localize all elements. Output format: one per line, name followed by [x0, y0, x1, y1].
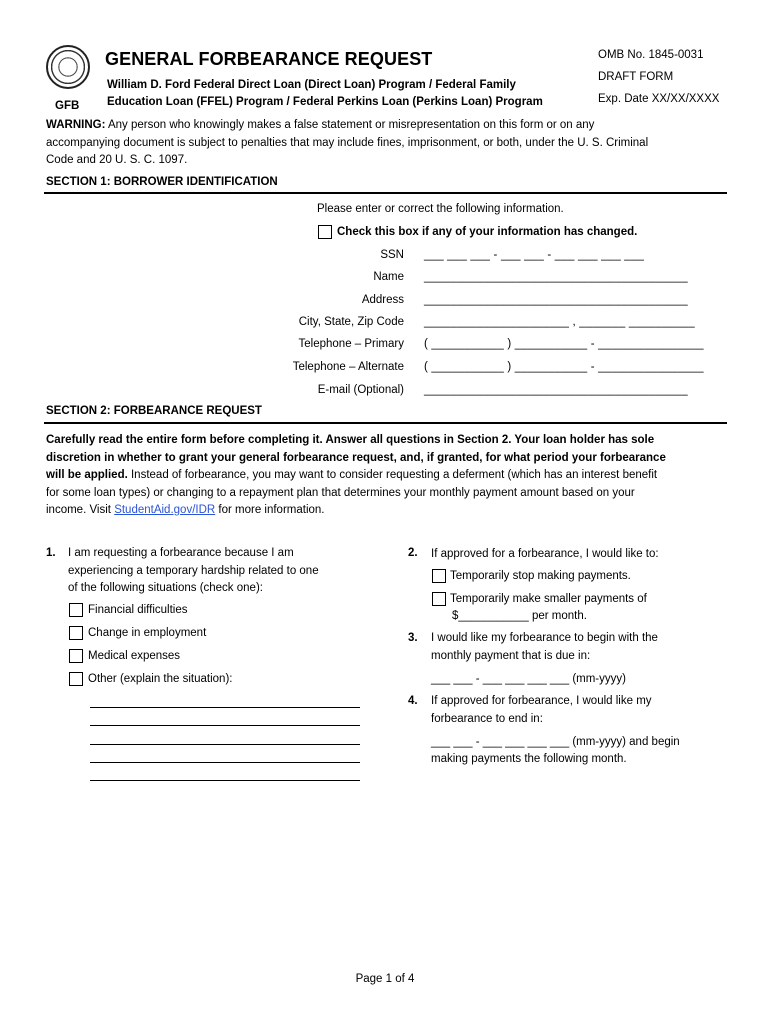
- name-label: Name: [373, 271, 404, 283]
- stop-payments-label: Temporarily stop making payments.: [450, 570, 631, 582]
- financial-difficulties-checkbox[interactable]: [69, 603, 83, 617]
- form-title: GENERAL FORBEARANCE REQUEST: [105, 49, 433, 69]
- info-changed-checkbox[interactable]: [318, 225, 332, 239]
- ssn-field[interactable]: ___ ___ ___ - ___ ___ - ___ ___ ___ ___: [424, 249, 645, 261]
- section1-heading: SECTION 1: BORROWER IDENTIFICATION: [46, 176, 278, 188]
- telephone-alternate-label: Telephone – Alternate: [292, 361, 404, 373]
- smaller-payment-amount-field[interactable]: $___________ per month.: [452, 610, 587, 622]
- telephone-alternate-field[interactable]: ( ___________ ) ___________ - ________________: [424, 361, 704, 373]
- warning-line1: Any person who knowingly makes a false statement or misrepresentation on this form or on any: [105, 119, 595, 131]
- explanation-line[interactable]: [90, 707, 360, 708]
- warning-line2: accompanying document is subject to penalties that may include fines, imprisonment, or both, under the U. S. Criminal: [46, 136, 649, 149]
- q4-line1: If approved for forbearance, I would like my: [431, 695, 652, 707]
- q2-number: 2.: [408, 547, 418, 559]
- form-subtitle-line1: William D. Ford Federal Direct Loan (Direct Loan) Program / Federal Family: [107, 79, 516, 91]
- address-label: Address: [361, 294, 404, 306]
- stop-payments-checkbox[interactable]: [432, 569, 446, 583]
- explanation-line[interactable]: [90, 725, 360, 726]
- smaller-payments-label: Temporarily make smaller payments of: [450, 593, 647, 605]
- q3-line2: monthly payment that is due in:: [431, 649, 591, 662]
- q4-line4: making payments the following month.: [431, 753, 627, 765]
- intro-line1: Carefully read the entire form before completing it. Answer all questions in Section 2. Your loan holder has sole: [46, 434, 655, 446]
- q3-text: [431, 630, 658, 665]
- page-number: Page 1 of 4: [355, 973, 415, 985]
- smaller-payments-checkbox[interactable]: [432, 592, 446, 606]
- warning-line3: Code and 20 U. S. C. 1097.: [46, 154, 188, 166]
- q1-line1: I am requesting a forbearance because I am: [68, 547, 294, 559]
- info-changed-label: Check this box if any of your information has changed.: [337, 226, 638, 238]
- medical-expenses-label: Medical expenses: [88, 650, 181, 662]
- intro-line5-end: for more information.: [215, 504, 325, 516]
- email-label: E-mail (Optional): [317, 384, 404, 396]
- intro-line4: for some loan types) or changing to a repayment plan that determines your monthly payment amount based on your: [46, 486, 635, 499]
- section2-intro: [46, 432, 726, 520]
- warning-label: WARNING:: [46, 119, 106, 131]
- intro-line2: discretion in whether to grant your general forbearance request, and, if granted, for what period your forbearance: [46, 451, 666, 464]
- q2-text: If approved for a forbearance, I would like to:: [431, 548, 659, 560]
- form-code-label: GFB: [55, 100, 80, 112]
- intro-line3: Instead of forbearance, you may want to consider requesting a deferment (which has an interest benefit: [127, 469, 658, 481]
- q3-number: 3.: [408, 632, 418, 644]
- ssn-label: SSN: [380, 249, 404, 261]
- section2-heading: SECTION 2: FORBEARANCE REQUEST: [46, 405, 262, 417]
- address-field[interactable]: ________________________________________: [424, 294, 688, 306]
- q4-number: 4.: [408, 695, 418, 707]
- explanation-line[interactable]: [90, 780, 360, 781]
- q1-number: 1.: [46, 547, 56, 559]
- warning-text: [46, 117, 726, 170]
- section1-instruction: Please enter or correct the following information.: [317, 203, 564, 215]
- financial-difficulties-label: Financial difficulties: [88, 604, 188, 616]
- explanation-line[interactable]: [90, 744, 360, 745]
- other-situation-checkbox[interactable]: [69, 672, 83, 686]
- telephone-primary-label: Telephone – Primary: [298, 338, 404, 350]
- q1-line2: experiencing a temporary hardship related to one: [68, 564, 319, 577]
- explanation-line[interactable]: [90, 762, 360, 763]
- draft-form-label: DRAFT FORM: [598, 71, 674, 83]
- change-in-employment-checkbox[interactable]: [69, 626, 83, 640]
- medical-expenses-checkbox[interactable]: [69, 649, 83, 663]
- q1-line3: of the following situations (check one):: [68, 582, 263, 594]
- omb-number: OMB No. 1845-0031: [598, 49, 704, 61]
- telephone-primary-field[interactable]: ( ___________ ) ___________ - ________________: [424, 338, 704, 350]
- city-state-zip-label: City, State, Zip Code: [298, 316, 404, 328]
- forbearance-end-date-field[interactable]: ___ ___ - ___ ___ ___ ___ (mm-yyyy) and begin: [431, 736, 680, 748]
- expiration-date: Exp. Date XX/XX/XXXX: [598, 93, 720, 105]
- city-state-zip-field[interactable]: ______________________ , _______ __________: [424, 316, 695, 328]
- name-field[interactable]: ________________________________________: [424, 271, 688, 283]
- q4-line2: forbearance to end in:: [431, 712, 543, 725]
- q3-line1: I would like my forbearance to begin with the: [431, 632, 658, 644]
- studentaid-idr-link[interactable]: StudentAid.gov/IDR: [114, 504, 216, 516]
- form-subtitle-line2: Education Loan (FFEL) Program / Federal Perkins Loan (Perkins Loan) Program: [107, 96, 543, 108]
- section2-divider: [44, 422, 727, 424]
- q1-text: [68, 545, 319, 598]
- other-situation-label: Other (explain the situation):: [88, 673, 233, 685]
- intro-line5: income. Visit: [46, 504, 115, 516]
- forbearance-begin-date-field[interactable]: ___ ___ - ___ ___ ___ ___ (mm-yyyy): [431, 673, 626, 685]
- department-seal-logo: [46, 45, 90, 89]
- intro-line3-bold: will be applied.: [46, 469, 128, 481]
- section1-divider: [44, 192, 727, 194]
- change-in-employment-label: Change in employment: [88, 627, 207, 639]
- q4-text: [431, 693, 652, 728]
- email-field[interactable]: ________________________________________: [424, 384, 688, 396]
